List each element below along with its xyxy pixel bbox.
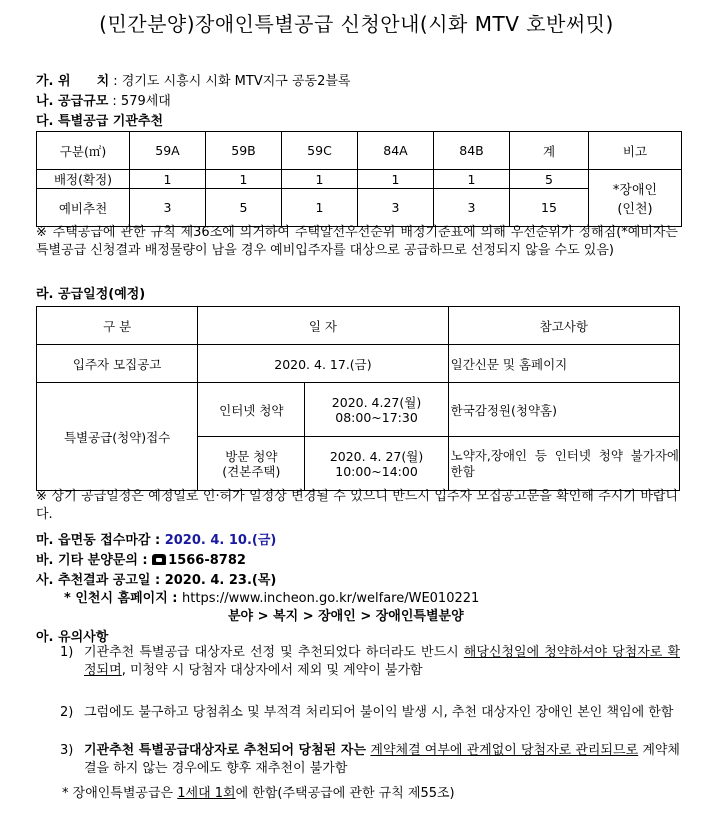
schedule-header: 구 분 [37,307,198,345]
note-schedule: ※ 상기 공급일정은 예정일로 인·허가 일정상 변경될 수 있으니 반드시 입주자 모집공고문을 확인해 주시기 바랍니다. [36,489,678,522]
alloc-cell: 1 [434,170,510,189]
schedule-table [36,306,680,491]
deadline-line [36,529,276,548]
inquiry-value: 1566-8782 [168,553,246,568]
footnote-text: 에 한함(주택공급에 관한 규칙 제55조) [235,786,455,801]
agency-label: 다. 특별공급 기관추천 [36,114,164,129]
scale-value: 579세대 [120,94,171,109]
alloc-cell: 1 [206,170,282,189]
schedule-date: 2020. 4.27(월) 08:00~17:30 [305,383,448,437]
alloc-cell: 3 [434,189,510,227]
caution-bold: 기관추천 특별공급대상자로 추천되어 당첨된 자는 [84,743,371,758]
alloc-row-label: 예비추천 [37,189,130,227]
homepage-url[interactable]: https://www.incheon.go.kr/welfare/WE010221 [182,591,480,606]
note-priority: ※ 주택공급에 관한 규칙 제36조에 의거하여 주택알선우선순위 배정기준표에 의해 우선순위가 정해짐(*예비자는 특별공급 신청결과 배정물량이 남을 경우 예비입주자를 대상으로 공급하므로 선정되지 않을 수도 있음) [36,225,678,258]
caution-number: 2) [60,705,74,720]
caution-underline: 계약체결 여부에 관계없이 당첨자로 관리되므로 [370,743,639,758]
alloc-header: 84B [434,132,510,170]
location-line: 가. 위 치 : 경기도 시흥시 시화 MTV지구 공동2블록 [36,74,351,89]
footnote-text: * 장애인특별공급은 [62,786,178,801]
alloc-cell: 1 [282,189,358,227]
caution-number: 3) [60,743,74,758]
location-label: 가. 위 치 [36,74,110,89]
homepage-path: 분야 > 복지 > 장애인 > 장애인특별분양 [228,609,464,624]
inquiry-label: 바. 기타 분양문의 : [36,553,153,568]
schedule-date: 2020. 4. 27(월) 10:00~14:00 [305,437,448,491]
alloc-cell: 1 [358,170,434,189]
alloc-header: 계 [510,132,589,170]
scale-line: 나. 공급규모 : 579세대 [36,94,171,109]
alloc-header: 59C [282,132,358,170]
deadline-value: 2020. 4. 10.(금) [164,533,277,548]
result-value: 2020. 4. 23.(목) [164,573,277,588]
caution-underline: 해당신청일에 청약하셔야 당첨자로 확정되며 [84,645,680,678]
alloc-header: 59A [130,132,206,170]
alloc-remark: *장애인 (인천) [589,170,682,227]
homepage-label: * 인천시 홈페이지 : [64,591,183,606]
schedule-header: 참고사항 [448,307,679,345]
caution-text: , 미청약 시 당첨자 대상자에서 제외 및 계약이 불가함 [121,663,423,678]
schedule-row-label: 특별공급(청약)접수 [37,383,198,491]
scale-label: 나. 공급규모 [36,94,109,109]
schedule-note: 한국감정원(청약홈) [448,383,679,437]
caution-text: 그럼에도 불구하고 당첨취소 및 부적격 처리되어 불이익 발생 시, 추천 대상자인 장애인 본인 책임에 한함 [84,705,674,720]
schedule-note: 노약자,장애인 등 인터넷 청약 불가자에 한함 [448,437,679,491]
apply-type: 방문 청약 (견본주택) [198,437,305,491]
location-value: 경기도 시흥시 시화 MTV지구 공동2블록 [121,74,351,89]
cautions-label: 아. 유의사항 [36,630,109,645]
schedule-label: 라. 공급일정(예정) [36,287,146,302]
homepage-line [64,587,479,606]
alloc-header: 구분(㎡) [37,132,130,170]
schedule-header: 일 자 [198,307,448,345]
alloc-cell: 5 [510,170,589,189]
alloc-cell: 3 [130,189,206,227]
deadline-label: 마. 읍면동 접수마감 : [36,533,165,548]
alloc-cell: 5 [206,189,282,227]
caution-item-3 [60,742,680,778]
allocation-table [36,131,682,227]
alloc-cell: 3 [358,189,434,227]
caution-item-2 [60,704,680,722]
schedule-note: 일간신문 및 홈페이지 [448,345,679,383]
alloc-header: 84A [358,132,434,170]
alloc-cell: 1 [130,170,206,189]
alloc-cell: 1 [282,170,358,189]
inquiry-line [36,549,246,568]
alloc-header: 비고 [589,132,682,170]
caution-text: 계약체결을 하지 않는 경우에도 향후 재추천이 불가함 [84,743,680,776]
caution-number: 1) [60,645,74,660]
caution-item-1 [60,644,680,680]
caution-text: 기관추천 특별공급 대상자로 선정 및 추천되었다 하더라도 반드시 [84,645,464,660]
result-line [36,569,276,588]
result-label: 사. 추천결과 공고일 : [36,573,165,588]
alloc-header: 59B [206,132,282,170]
footnote-underline: 1세대 1회 [177,786,236,801]
schedule-date: 2020. 4. 17.(금) [198,345,448,383]
phone-icon [152,554,166,565]
page-title: (민간분양)장애인특별공급 신청안내(시화 MTV 호반써밋) [99,12,614,36]
alloc-row-label: 배정(확정) [37,170,130,189]
schedule-row-label: 입주자 모집공고 [37,345,198,383]
footnote [62,782,455,801]
alloc-cell: 15 [510,189,589,227]
apply-type: 인터넷 청약 [198,383,305,437]
